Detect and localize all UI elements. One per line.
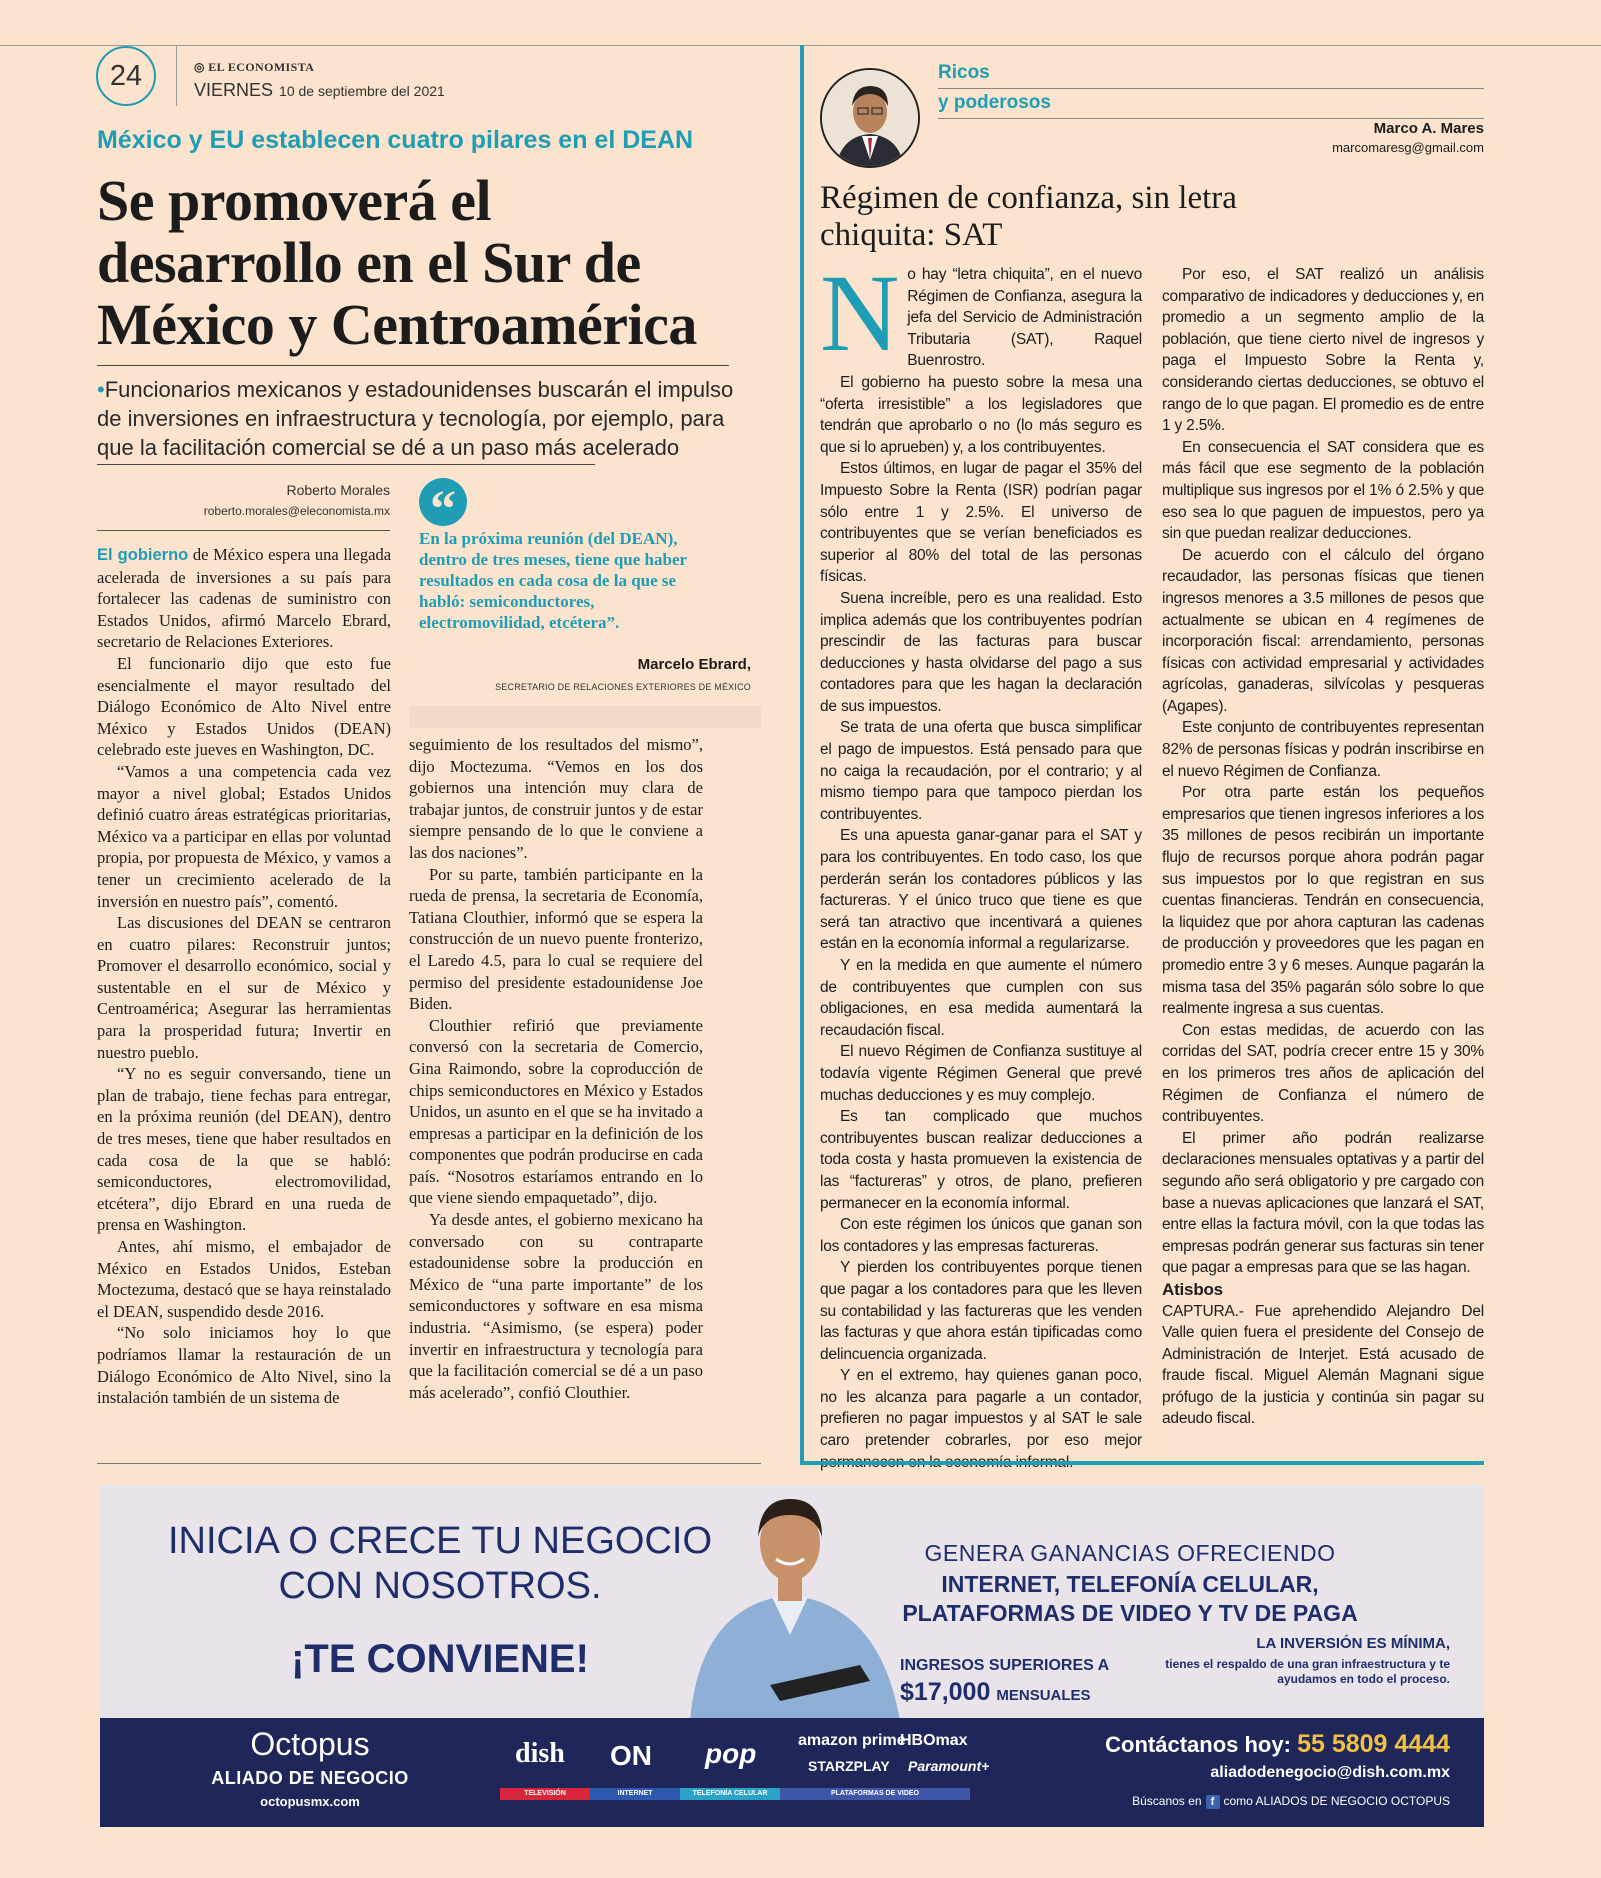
dateline [194, 80, 445, 101]
paragraph: “No solo iniciamos hoy lo que podríamos llamar la restauración de un Diálogo Económico de Alto Nivel, sino la instalación también de un sistema de [97, 1323, 391, 1408]
article-kicker: México y EU establecen cuatro pilares en el DEAN [97, 126, 694, 154]
byline-email[interactable]: roberto.morales@eleconomista.mx [203, 504, 390, 518]
dateline-date: 10 de septiembre del 2021 [279, 83, 445, 99]
paragraph: Suena increíble, pero es una realidad. Esto implica además que los contribuyentes podrían prescindir de las facturas para buscar deducciones y hasta olvidarse del pago a sus contadores para que les hagan la declaración de sus impuestos. [820, 589, 1142, 715]
paragraph: En consecuencia el SAT considera que es más fácil que ese segmento de la población multiplique sus ingresos por el 1% ó 2.5% y que eso sea lo que paguen de impuestos, pero ya sin que puedan realizar deducciones. [1162, 438, 1484, 543]
paragraph: Antes, ahí mismo, el embajador de México en Estados Unidos, Esteban Moctezuma, destacó que se haya reinstalado el DEAN, suspendido desde 2016. [97, 1237, 391, 1321]
service-tag-tv: TELEVISIÓN [500, 1788, 590, 1800]
ad-email[interactable]: aliadodenegocio@dish.com.mx [1210, 1764, 1450, 1781]
pull-quote-role: SECRETARIO DE RELACIONES EXTERIORES DE MÉXICO [495, 682, 751, 692]
advertisement[interactable] [100, 1485, 1484, 1827]
author-email[interactable]: marcomaresg@gmail.com [1332, 140, 1484, 155]
subhead-rule [97, 464, 595, 465]
ad-income [900, 1678, 1091, 1707]
masthead-logo-icon: ◎ [194, 60, 209, 74]
paragraph: Por su parte, también participante en la rueda de prensa, la secretaria de Economía, Tatiana Clouthier, informó que se espera la construcción de un nuevo puente fronterizo, el Laredo 4.5, para lo cual se requiere del permiso del presidente estadounidense Joe Biden. [409, 864, 703, 1014]
column-name: Ricos [938, 62, 990, 83]
paragraph: Y pierden los contribuyentes porque tienen que pagar a los contadores para que les lleven su contabilidad y las factureras que les venden las facturas y que ahora están tipificadas como delincuencia organizada. [820, 1259, 1142, 1363]
ad-services-line: INTERNET, TELEFONÍA CELULAR, [941, 1571, 1319, 1597]
service-tag-internet: INTERNET [590, 1788, 680, 1800]
article-column-2 [409, 734, 703, 1403]
paragraph: El funcionario dijo que esto fue esencialmente el mayor resultado del Diálogo Económico de Alto Nivel entre México y Estados Unidos (DEAN) celebrado este jueves en Washington, DC. [97, 653, 391, 760]
opinion-column-1 [820, 252, 1142, 1473]
atisbos-heading: Atisbos [1162, 1279, 1223, 1299]
ad-services [820, 1570, 1440, 1628]
article-bottom-rule [97, 1463, 761, 1464]
paragraph: Es una apuesta ganar-ganar para el SAT y para los contribuyentes. En todo caso, los que perderán serán los contadores públicos y las factureras. Y el único truco que tiene es que será tan atractivo que incentivará a quienes están en la economía informal a regularizarse. [820, 827, 1142, 953]
paragraph: Con este régimen los únicos que ganan son los contadores y las empresas factureras. [820, 1216, 1142, 1255]
paragraph: Con estas medidas, de acuerdo con las corridas del SAT, podría crecer entre 15 y 30% en los primeros tres años de aplicación del Régimen de Confianza el número de contribuyentes. [1162, 1021, 1484, 1126]
opinion-bottom-rule [800, 1461, 1484, 1465]
ad-contact [1090, 1730, 1450, 1759]
paragraph: “Vamos a una competencia cada vez mayor a nivel global; Estados Unidos definió cuatro áreas estratégicas prioritarias, México va a participar en ellas por voluntad propia, por propuesta de México, y vamos a tener un crecimiento acelerado de la inversión en nuestro país”, comentó. [97, 761, 391, 911]
paragraph: “Y no es seguir conversando, tiene un plan de trabajo, tiene fechas para entregar, en la próxima reunión (del DEAN), dentro de tres meses, tiene que haber resultados en cada cosa de la que se habló: semiconductores, electromovilidad, etcétera”, dijo Ebrard en una rueda de prensa en Washington. [97, 1064, 391, 1235]
paragraph-text: de México espera una llegada acelerada de inversiones a su país para fortalecer las cadenas de suministro con Estados Unidos, afirmó Marcelo Ebrard, secretario de Relaciones Exteriores. [97, 545, 392, 652]
article-subhead [97, 375, 737, 462]
byline-rule [97, 530, 390, 531]
paragraph: De acuerdo con el cálculo del órgano recaudador, las personas físicas que tienen ingresos menores a 3.5 millones de pesos que actualmente se ubican en 4 regímenes de incorporación fiscal: arrendamiento, personas físicas con actividad empresarial y actividades agrícolas, ganaderas, silvícolas y pesqueras (Agapes). [1162, 546, 1484, 715]
paragraph: Se trata de una oferta que busca simplificar el pago de impuestos. Está pensado para que no caiga la recaudación, por el contrario; y al mismo tiempo para que tampoco pierdan los contribuyentes. [820, 719, 1142, 823]
paragraph: Y en la medida en que aumente el número de contribuyentes que cumplen con sus obligaciones, en esa medida aumentará la recaudación fiscal. [820, 957, 1142, 1039]
headline-rule [97, 365, 729, 366]
pull-quote-author: Marcelo Ebrard, [637, 656, 751, 673]
paragraph: Clouthier refirió que previamente conversó con la secretaria de Comercio, Gina Raimondo, sobre la coproducción de chips semiconductores en México y Estados Unidos, un asunto en el que se ha invitado a empresas a participar en la definición de los componentes que podrán producirse en cada país. “Nosotros estaríamos entrando en lo que viene siendo empaquetado”, dijo. [409, 1015, 703, 1208]
quote-icon: “ [419, 478, 467, 526]
dateline-day: VIERNES [194, 80, 274, 100]
ad-partner-label: ALIADO DE NEGOCIO [211, 1768, 409, 1788]
starzplay-logo: STARZPLAY [808, 1758, 890, 1774]
ad-facebook-pre: Búscanos en [1132, 1794, 1202, 1808]
paragraph: El nuevo Régimen de Confianza sustituye al todavía vigente Régimen General que prevé muchas deducciones y es muy complejo. [820, 1043, 1142, 1104]
hbo-max-logo: HBOmax [900, 1732, 968, 1749]
paragraph [97, 544, 391, 653]
column-divider [800, 45, 804, 1463]
author-photo [820, 68, 920, 168]
masthead-text: EL ECONOMISTA [208, 60, 315, 74]
amazon-prime-logo: amazon prime [798, 1732, 906, 1749]
ad-income-suffix: MENSUALES [996, 1687, 1091, 1704]
opinion-column-2 [1162, 264, 1484, 1430]
paragraph: Este conjunto de contribuyentes representan 82% de personas físicas y podrán inscribirse en el nuevo Régimen de Confianza. [1162, 719, 1484, 780]
subhead-text: Funcionarios mexicanos y estadounidenses buscarán el impulso de inversiones en infraestructura y tecnología, por ejemplo, para que la facilitación comercial se dé a un paso más acelerado [97, 377, 734, 460]
ad-footer-bar [100, 1718, 1484, 1827]
column-name-rule [938, 88, 1484, 89]
paragraph-text: o hay “letra chiquita”, en el nuevo Régimen de Confianza, asegura la jefa del Servicio de Administración Tributaria (SAT), Raquel Buenrostro. [907, 266, 1142, 370]
ad-income-amount: $17,000 [900, 1678, 991, 1706]
paragraph: El gobierno ha puesto sobre la mesa una “oferta irresistible” a los legisladores que tendrán que aprobarlo o no (lo más seguro es que si lo aprueben) y, a los contribuyentes. [820, 373, 1142, 456]
paramount-logo: Paramount+ [908, 1758, 990, 1774]
paragraph: El primer año podrán realizarse declaraciones mensuales optativas y a partir del segundo año será obligatorio y pre cargado con base a nuevas aplicaciones que lanzará el SAT, entre ellas la factura móvil, con la que todas las empresas podrán generar sus facturas sin tener que pagar a empresas para que se las hagan. [1162, 1129, 1484, 1277]
opinion-headline: Régimen de confianza, sin letra chiquita: SAT [820, 180, 1237, 253]
ad-services-line: PLATAFORMAS DE VIDEO Y TV DE PAGA [902, 1600, 1358, 1626]
ad-phone[interactable]: 55 5809 4444 [1297, 1730, 1450, 1758]
paragraph: Es tan complicado que muchos contribuyentes buscan realizar deducciones a toda costa y hasta promueven la existencia de las “factureras” y otros, de plano, prefieren permanecer en la economía informal. [820, 1108, 1142, 1212]
masthead [194, 60, 314, 75]
paragraph: Y en el extremo, hay quienes ganan poco, no les alcanza para pagarle a un contador, prefieren no pagar impuestos y al SAT le sale caro pretender cobrarles, por eso mejor [820, 1367, 1142, 1450]
pull-quote-bar [409, 706, 761, 728]
facebook-icon: f [1206, 1795, 1220, 1809]
paragraph: Por otra parte están los pequeños empresarios que tienen ingresos inferiores a los 35 millones de pesos recibirán un importante flujo de recursos porque ahora podrán pagar sus impuestos por lo que registran en sus cuentas financieras. Tendrán en consecuencia, la liquidez que por ahora capturan las cadenas de producción y proveedores que les pagan en promedio entre 3 y 6 meses. Aunque pagarán la misma tasa del 35% pagarán sólo sobre lo que realmente ingresa a sus cuentas. [1162, 784, 1484, 1018]
paragraph: Ya desde antes, el gobierno mexicano ha conversado con su contraparte estadounidense sobre la producción en México de “una parte importante” de los semiconductores y software en esa misma industria. “Asimismo, (se espera) poder invertir en infraestructura y tecnología para que la facilitación comercial se dé a un paso más acelerado”, confió Clouthier. [409, 1210, 703, 1402]
bullet-icon: • [97, 377, 105, 402]
octopus-logo: Octopus [250, 1726, 370, 1762]
drop-cap: N [820, 252, 900, 374]
article-headline: Se promoverá el desarrollo en el Sur de México y Centroamérica [97, 168, 697, 357]
service-tag-mobile: TELEFONÍA CELULAR [680, 1788, 780, 1800]
page-number: 24 [96, 46, 156, 106]
paragraph: Por eso, el SAT realizó un análisis comparativo de indicadores y deducciones y, en promedio a un segmento amplio de la población, que tiene cierto nivel de ingresos y paga el Impuesto Sobre la Renta y, considerando ciertas deducciones, se obtuvo el rango de lo que pagan. El promedio es de entre 1 y 2.5%. [1162, 266, 1484, 435]
paragraph [820, 252, 1142, 374]
dish-logo: dish [515, 1738, 565, 1769]
paragraph: Las discusiones del DEAN se centraron en cuatro pilares: Reconstruir juntos; Promover el desarrollo económico, social y sustentable en el sur de México y Centroamérica; Asegurar las herramientas para la prosperidad futura; Invertir en nuestro pueblo. [97, 913, 391, 1062]
on-logo: ON [610, 1740, 652, 1771]
ad-inversion-detail: tienes el respaldo de una gran infraestructura y te ayudamos en todo el proceso. [1165, 1657, 1450, 1686]
ad-facebook[interactable] [1090, 1794, 1450, 1809]
ad-contact-label: Contáctanos hoy: [1105, 1732, 1291, 1757]
author-name: Marco A. Mares [1373, 120, 1484, 137]
column-name-rule [938, 118, 1484, 119]
article-column-1 [97, 544, 391, 1409]
ad-headline-1: INICIA O CRECE TU NEGOCIO [167, 1520, 713, 1562]
ad-inversion: LA INVERSIÓN ES MÍNIMA, [1256, 1635, 1450, 1652]
column-name: y poderosos [938, 92, 1051, 113]
atisbos-text: CAPTURA.- Fue aprehendido Alejandro Del Valle quien fuera el presidente del Consejo de Administración de Interjet. Está acusado de fraude fiscal. Miguel Alemán Magnani sigue prófugo de la justicia y continúa sin pagar su adeudo fiscal. [1162, 1302, 1484, 1428]
freedom-pop-logo: pop [705, 1738, 757, 1769]
byline-name: Roberto Morales [286, 482, 390, 498]
ad-subheadline: GENERA GANANCIAS OFRECIENDO [924, 1540, 1336, 1566]
ad-headline-2: CON NOSOTROS. [278, 1565, 602, 1607]
ad-slogan: ¡TE CONVIENE! [291, 1637, 589, 1681]
ad-income-label: INGRESOS SUPERIORES A [900, 1657, 1110, 1674]
lead-word: El gobierno [97, 546, 189, 564]
paragraph: Estos últimos, en lugar de pagar el 35% del Impuesto Sobre la Renta (ISR) podrían pagar sólo entre 1 y 2.5%. El universo de contribuyentes que se verían beneficiados es superior al 80% del total de las personas físicas. [820, 460, 1142, 586]
ad-facebook-post: como ALIADOS DE NEGOCIO OCTOPUS [1223, 1794, 1450, 1808]
service-tag-video: PLATAFORMAS DE VIDEO [780, 1788, 970, 1800]
paragraph: seguimiento de los resultados del mismo”, dijo Moctezuma. “Vemos en los dos gobiernos una intención muy clara de trabajar juntos, de construir juntos y de estar siempre pensando de lo que le conviene a las dos naciones”. [409, 735, 703, 862]
pull-quote-text: En la próxima reunión (del DEAN), dentro de tres meses, tiene que haber resultados en cada cosa de la que se habló: semiconductores, electromovilidad, etcétera”. [419, 529, 687, 632]
header-divider [176, 46, 177, 106]
ad-website-link[interactable]: octopusmx.com [260, 1794, 360, 1809]
